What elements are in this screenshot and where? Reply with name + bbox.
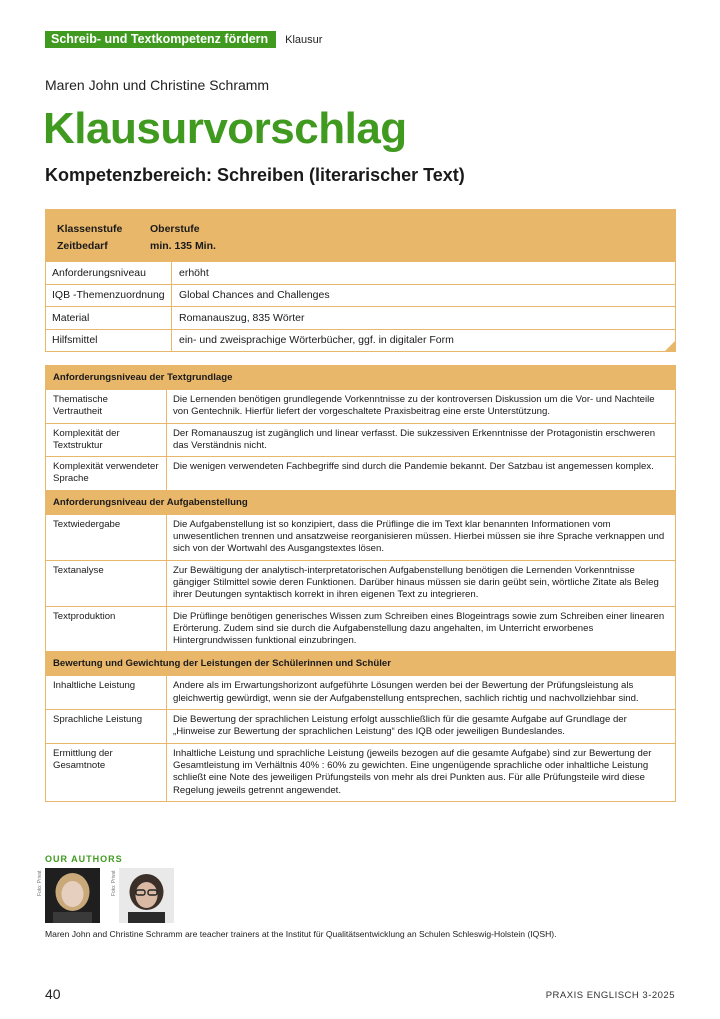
table-row bbox=[46, 606, 675, 652]
info-key: Material bbox=[46, 307, 172, 329]
table-row bbox=[46, 560, 675, 606]
info-head-value: min. 135 Min. bbox=[150, 239, 216, 252]
row-value: Zur Bewältigung der analytisch-interpretatorischen Aufgabenstellung benötigen die Lernenden Vorkenntnisse gängiger Stilmittel sowie deren Funktionen. Darüber hinaus müssen sie darin geübt sein, wörtliche Zitate als Beleg ihrer Deutungen syntaktisch korrekt in ihren eigenen Text zu integrieren. bbox=[173, 564, 659, 601]
section-heading: Anforderungsniveau der Textgrundlage bbox=[46, 365, 675, 389]
row-value: Die Aufgabenstellung ist so konzipiert, dass die Prüflinge die im Text klar benannten Informationen vom unwesentlichen trennen und ansatzweise reorganisieren müssen. Hierbei müssen sie ihre Sprache verknappen und sich von der Wortwahl des Ausgangstextes lösen. bbox=[173, 518, 665, 555]
row-value: Die wenigen verwendeten Fachbegriffe sind durch die Pandemie bekannt. Der Satzbau ist angemessen komplex. bbox=[173, 461, 654, 473]
photo-credit: Foto: Privat bbox=[111, 870, 117, 896]
row-key: Sprachliche Leistung bbox=[46, 710, 167, 743]
info-value: Romanauszug, 835 Wörter bbox=[179, 311, 305, 324]
section-heading: Bewertung und Gewichtung der Leistungen der Schülerinnen und Schüler bbox=[46, 651, 675, 675]
table-row bbox=[46, 423, 675, 457]
author-photo bbox=[119, 868, 174, 923]
info-row bbox=[45, 285, 676, 308]
row-key: Thematische Vertrautheit bbox=[46, 390, 167, 423]
section-heading: Anforderungsniveau der Aufgabenstellung bbox=[46, 490, 675, 514]
info-value: erhöht bbox=[179, 266, 209, 279]
author-photo bbox=[45, 868, 100, 923]
row-key: Komplexität der Textstruktur bbox=[46, 424, 167, 457]
info-value: Global Chances and Challenges bbox=[179, 289, 330, 302]
info-row bbox=[45, 307, 676, 330]
row-value: Die Bewertung der sprachlichen Leistung erfolgt ausschließlich für die gesamte Aufgabe auf Grundlage der „Hinweise zur Bewertung der sprachlichen Leistung“ des IQB oder jeweiligen Bundeslandes. bbox=[173, 714, 627, 738]
info-head-value: Oberstufe bbox=[150, 222, 200, 235]
table-row bbox=[46, 709, 675, 743]
info-key: Hilfsmittel bbox=[46, 330, 172, 352]
journal-name: PRAXIS ENGLISCH 3-2025 bbox=[545, 990, 675, 1001]
page-number: 40 bbox=[45, 986, 61, 1002]
row-value: Andere als im Erwartungshorizont aufgeführte Lösungen werden bei der Bewertung der Prüfungsleistung als gleichwertig gewürdigt, wenn sie der Aufgabenstellung entsprechen, sachlich richtig und nachvollziehbar sind. bbox=[173, 680, 639, 704]
author-portrait-icon bbox=[45, 868, 100, 923]
author-bio: Maren John and Christine Schramm are teacher trainers at the Institut für Qualitätsentwicklung an Schulen Schleswig-Holstein (IQSH). bbox=[45, 929, 557, 939]
photo-credit: Foto: Privat bbox=[37, 870, 43, 896]
row-key: Textanalyse bbox=[46, 561, 167, 606]
info-key: Anforderungsniveau bbox=[46, 262, 172, 284]
page-subtitle: Kompetenzbereich: Schreiben (literarischer Text) bbox=[45, 165, 465, 185]
our-authors-label: OUR AUTHORS bbox=[45, 854, 123, 864]
section-tag: Schreib- und Textkompetenz fördern bbox=[45, 31, 276, 48]
row-key: Textproduktion bbox=[46, 607, 167, 652]
row-key: Textwiedergabe bbox=[46, 515, 167, 560]
assessment-table bbox=[45, 365, 676, 802]
section-type: Klausur bbox=[285, 33, 323, 46]
authors-line: Maren John und Christine Schramm bbox=[45, 77, 270, 93]
info-head-key: Zeitbedarf bbox=[57, 239, 108, 252]
info-box bbox=[45, 209, 676, 352]
info-head-key: Klassenstufe bbox=[57, 222, 123, 235]
row-value: Die Prüflinge benötigen generisches Wissen zum Schreiben eines Blogeintrags sowie zum Schreiben einer linearen Erörterung. Zudem sind sie durch die Aufgabenstellung dazu angehalten, im Unterricht erworbenes Hintergrundwissen funktional einzubringen. bbox=[173, 610, 665, 647]
table-row bbox=[46, 456, 675, 490]
info-value: ein- und zweisprachige Wörterbücher, ggf. in digitaler Form bbox=[179, 334, 454, 347]
row-value: Die Lernenden benötigen grundlegende Vorkenntnisse zu der kontroversen Diskussion um die Vor- und Nachteile von Gentechnik. Hierfür liefert der vorgeschaltete Praxisbeitrag eine erste Unterstützung. bbox=[173, 394, 655, 418]
info-head-row bbox=[57, 220, 664, 237]
page-title: Klausurvorschlag bbox=[43, 104, 407, 153]
corner-decoration bbox=[664, 340, 676, 352]
info-key: IQB -Themenzuordnung bbox=[46, 285, 172, 307]
row-key: Komplexität verwendeter Sprache bbox=[46, 457, 167, 490]
info-head bbox=[45, 209, 676, 262]
page-header bbox=[45, 31, 322, 48]
info-row bbox=[45, 330, 676, 353]
info-head-row bbox=[57, 237, 664, 254]
table-row bbox=[46, 514, 675, 560]
row-value: Der Romanauszug ist zugänglich und linear verfasst. Die sukzessiven Erkenntnisse der Protagonistin erschweren das Verständnis nicht. bbox=[173, 427, 656, 451]
row-key: Inhaltliche Leistung bbox=[46, 676, 167, 709]
author-portrait-icon bbox=[119, 868, 174, 923]
row-value: Inhaltliche Leistung und sprachliche Leistung (jeweils bezogen auf die gesamte Aufgabe) sind zur Bewertung der Gesamtleistung im Verhältnis 40% : 60% zu gewichten. Eine ungenügende sprachliche oder inhaltliche Leistung schließt eine Note des jeweiligen Prüfungsteils von mehr als drei Punkten aus. Für alle Prüfungsteile wird diese Regelung jeweils getrennt angewendet. bbox=[173, 747, 652, 796]
info-row bbox=[45, 262, 676, 285]
table-row bbox=[46, 743, 675, 801]
table-row bbox=[46, 675, 675, 709]
table-row bbox=[46, 389, 675, 423]
row-key: Ermittlung der Gesamtnote bbox=[46, 744, 167, 801]
